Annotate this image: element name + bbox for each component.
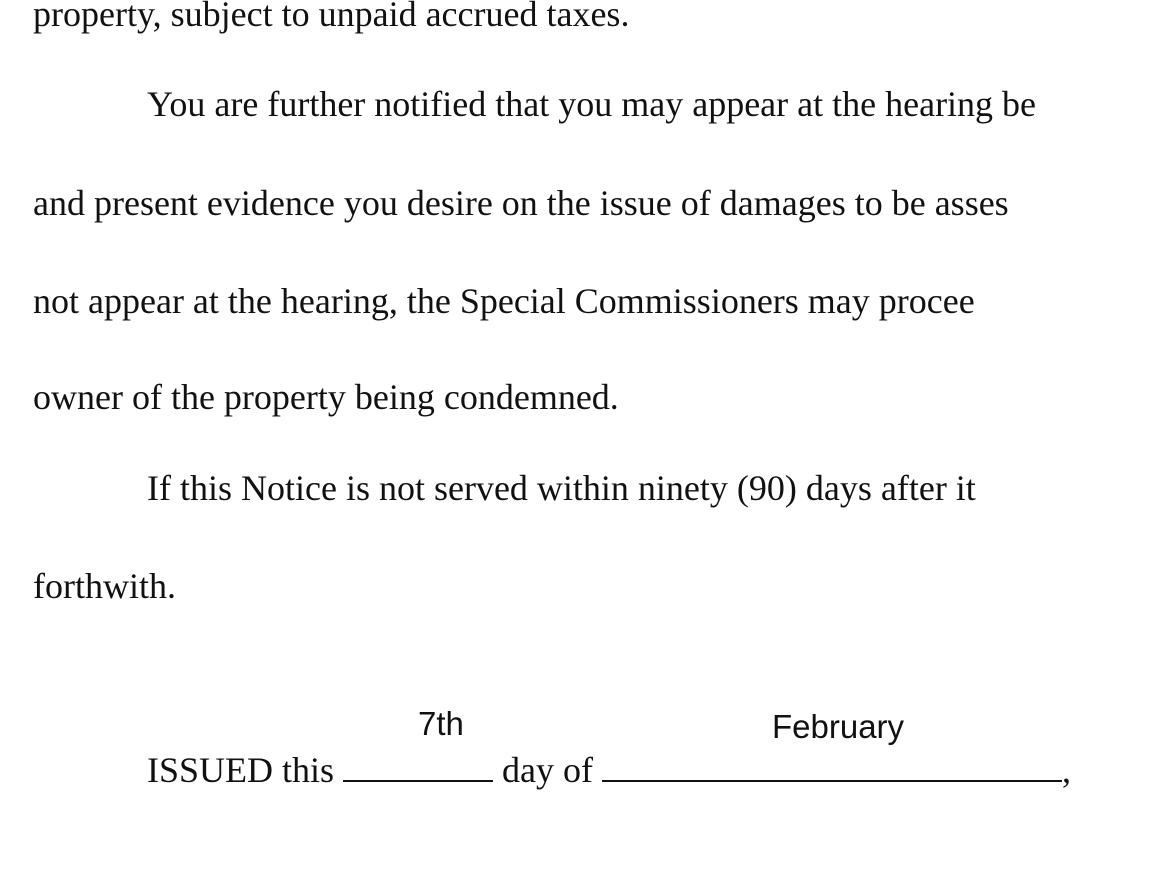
day-blank (343, 750, 493, 782)
issued-line (147, 750, 1071, 788)
issued-suffix: , (1062, 750, 1071, 790)
issued-middle: day of (502, 750, 593, 790)
text-line: not appear at the hearing, the Special Commissioners may procee (33, 281, 975, 321)
text-line: property, subject to unpaid accrued taxes. (33, 0, 630, 34)
day-value: 7th (418, 705, 464, 742)
text-line: owner of the property being condemned. (33, 377, 619, 417)
issued-prefix: ISSUED this (147, 750, 335, 790)
text-line: and present evidence you desire on the issue of damages to be asses (33, 183, 1009, 223)
month-blank (602, 750, 1062, 782)
month-value: February (772, 708, 905, 745)
text-line: If this Notice is not served within ninety (90) days after it (147, 468, 976, 508)
text-line: You are further notified that you may appear at the hearing be (147, 84, 1037, 124)
text-line: forthwith. (33, 566, 176, 606)
